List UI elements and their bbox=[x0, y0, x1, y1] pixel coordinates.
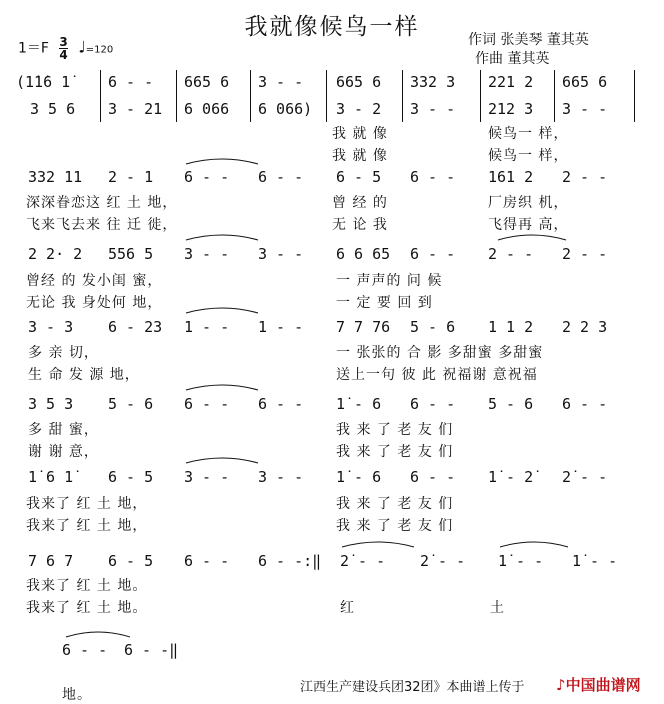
measure: 6 - - bbox=[62, 641, 108, 659]
measure: 2 - 1 bbox=[108, 168, 154, 186]
lyric-line: 无论 我 身处何 地， bbox=[26, 295, 163, 311]
final-measure: 6 - -‖ bbox=[124, 641, 179, 659]
measure: 332 3 bbox=[410, 73, 456, 91]
lyric-line: 曾 经 的 bbox=[332, 195, 388, 211]
lyric-line: 一 定 要 回 到 bbox=[336, 295, 433, 311]
measure: 665 6 bbox=[184, 73, 230, 91]
measure: 6 - - bbox=[410, 168, 456, 186]
measure: 6 - 5 bbox=[108, 552, 154, 570]
measure: 3 - 2 bbox=[336, 100, 382, 118]
song-title: 我就像候鸟一样 bbox=[244, 14, 420, 40]
measure: 6 - - bbox=[184, 552, 230, 570]
measure: 1̇ - 6 bbox=[336, 395, 382, 413]
measure: 3 - - bbox=[562, 100, 608, 118]
measure: 7 7 76 bbox=[336, 318, 391, 336]
measure: 6 066 bbox=[184, 100, 230, 118]
measure: 2 - - bbox=[488, 245, 534, 263]
measure: 2 2 3 bbox=[562, 318, 608, 336]
site-logo bbox=[556, 674, 641, 695]
measure: 6 - - bbox=[258, 168, 304, 186]
measure: 2 2· 2 bbox=[28, 245, 83, 263]
measure: 6 - 23 bbox=[108, 318, 163, 336]
lyricist-credit: 作词 张美琴 董其英 bbox=[468, 32, 589, 48]
lyric-line: 候鸟一 样， bbox=[488, 126, 569, 142]
music-note-icon: ♪ bbox=[556, 676, 566, 694]
measure: 1 - - bbox=[184, 318, 230, 336]
measure: 3 5 6 bbox=[30, 100, 76, 118]
lyric-line: 我来了 红 土 地， bbox=[26, 496, 148, 512]
measure: 1̇ - 6 bbox=[336, 468, 382, 486]
measure: 5 - 6 bbox=[108, 395, 154, 413]
measure: 6 - - bbox=[184, 168, 230, 186]
lyric-line: 候鸟一 样， bbox=[488, 148, 569, 164]
measure: 6 066) bbox=[258, 100, 313, 118]
lyric-line: 一 张张的 合 影 多甜蜜 多甜蜜 bbox=[336, 345, 544, 361]
measure: 2̇ - - bbox=[420, 552, 466, 570]
measure: 1̇ - - bbox=[498, 552, 544, 570]
lyric-line: 深深眷恋这 红 土 地， bbox=[26, 195, 178, 211]
measure: 3 - 3 bbox=[28, 318, 74, 336]
measure: (1̇1̇6 1̇ bbox=[16, 73, 71, 91]
measure: 6 - 5 bbox=[336, 168, 382, 186]
measure: 2 - - bbox=[562, 168, 608, 186]
lyric-line: 生 命 发 源 地， bbox=[28, 367, 140, 383]
lyric-line: 我来了 红 土 地。 bbox=[26, 600, 148, 616]
lyric-line: 多 甜 蜜， bbox=[28, 422, 99, 438]
measure: 1 1 2 bbox=[488, 318, 534, 336]
measure: 3 - - bbox=[410, 100, 456, 118]
measure: 665 6 bbox=[562, 73, 608, 91]
measure: 221 2 bbox=[488, 73, 534, 91]
tempo-value: =120 bbox=[85, 44, 114, 56]
measure: 6 - - bbox=[108, 73, 154, 91]
measure: 6 - - bbox=[410, 245, 456, 263]
lyric-line: 我来了 红 土 地。 bbox=[26, 578, 148, 594]
lyric-line: 我 来 了 老 友 们 bbox=[336, 422, 454, 438]
measure: 332 11 bbox=[28, 168, 83, 186]
key-label: 1＝F bbox=[18, 40, 49, 57]
lyric-line: 一 声声的 问 候 bbox=[336, 273, 443, 289]
measure: 5 - 6 bbox=[488, 395, 534, 413]
lyric-line: 我 就 像 bbox=[332, 148, 388, 164]
composer-credit: 作曲 董其英 bbox=[475, 51, 550, 67]
measure: 1̇ - 2̇ bbox=[488, 468, 534, 486]
measure: 7 6 7 bbox=[28, 552, 74, 570]
measure: 3 - - bbox=[258, 245, 304, 263]
measure: 2 - - bbox=[562, 245, 608, 263]
lyric-line: 土 bbox=[490, 600, 505, 616]
measure: 3 - - bbox=[258, 468, 304, 486]
quarter-note-icon: ♩ bbox=[78, 37, 86, 57]
measure: 2̇ - - bbox=[340, 552, 386, 570]
lyric-line: 我 来 了 老 友 们 bbox=[336, 518, 454, 534]
lyric-line: 送上一句 彼 此 祝福谢 意祝福 bbox=[336, 367, 538, 383]
measure: 3 - - bbox=[258, 73, 304, 91]
lyric-line: 我来了 红 土 地， bbox=[26, 518, 148, 534]
measure: 3 - 21 bbox=[108, 100, 163, 118]
lyric-line: 曾经 的 发小闺 蜜， bbox=[26, 273, 163, 289]
measure: 6 - - bbox=[184, 395, 230, 413]
measure: 3 - - bbox=[184, 245, 230, 263]
lyric-line: 地。 bbox=[62, 687, 92, 703]
measure: 3 5 3 bbox=[28, 395, 74, 413]
measure: 6 - - bbox=[410, 468, 456, 486]
measure: 5 - 6 bbox=[410, 318, 456, 336]
measure: 1̇ - - bbox=[572, 552, 618, 570]
lyric-line: 我 来 了 老 友 们 bbox=[336, 444, 454, 460]
time-top: 3 bbox=[59, 35, 68, 49]
lyric-line: 红 bbox=[340, 600, 355, 616]
lyric-line: 谢 谢 意， bbox=[28, 444, 99, 460]
lyric-line: 飞得再 高， bbox=[488, 217, 569, 233]
time-bottom: 4 bbox=[59, 48, 68, 62]
measure: 1̇ 6 1̇ bbox=[28, 468, 74, 486]
measure: 161 2 bbox=[488, 168, 534, 186]
lyric-line: 多 亲 切， bbox=[28, 345, 99, 361]
measure: 1 - - bbox=[258, 318, 304, 336]
lyric-line: 厂房织 机， bbox=[488, 195, 569, 211]
measure: 6 6 65 bbox=[336, 245, 391, 263]
measure: 6 - 5 bbox=[108, 468, 154, 486]
measure: 6 - - bbox=[410, 395, 456, 413]
measure: 6 - - bbox=[258, 395, 304, 413]
measure: 665 6 bbox=[336, 73, 382, 91]
lyric-line: 无 论 我 bbox=[332, 217, 388, 233]
measure: 2̇ - - bbox=[562, 468, 608, 486]
lyric-line: 我 就 像 bbox=[332, 126, 388, 142]
measure: 6 - - bbox=[562, 395, 608, 413]
logo-text: 中国曲谱网 bbox=[565, 676, 641, 694]
measure: 3 - - bbox=[184, 468, 230, 486]
lyric-line: 我 来 了 老 友 们 bbox=[336, 496, 454, 512]
upload-credit: 江西生产建设兵团32团》本曲谱上传于 bbox=[300, 680, 525, 695]
measure: 212 3 bbox=[488, 100, 534, 118]
repeat-measure: 6 - -:‖ bbox=[258, 552, 322, 570]
measure: 556 5 bbox=[108, 245, 154, 263]
lyric-line: 飞来飞去来 往 迁 徙， bbox=[26, 217, 178, 233]
